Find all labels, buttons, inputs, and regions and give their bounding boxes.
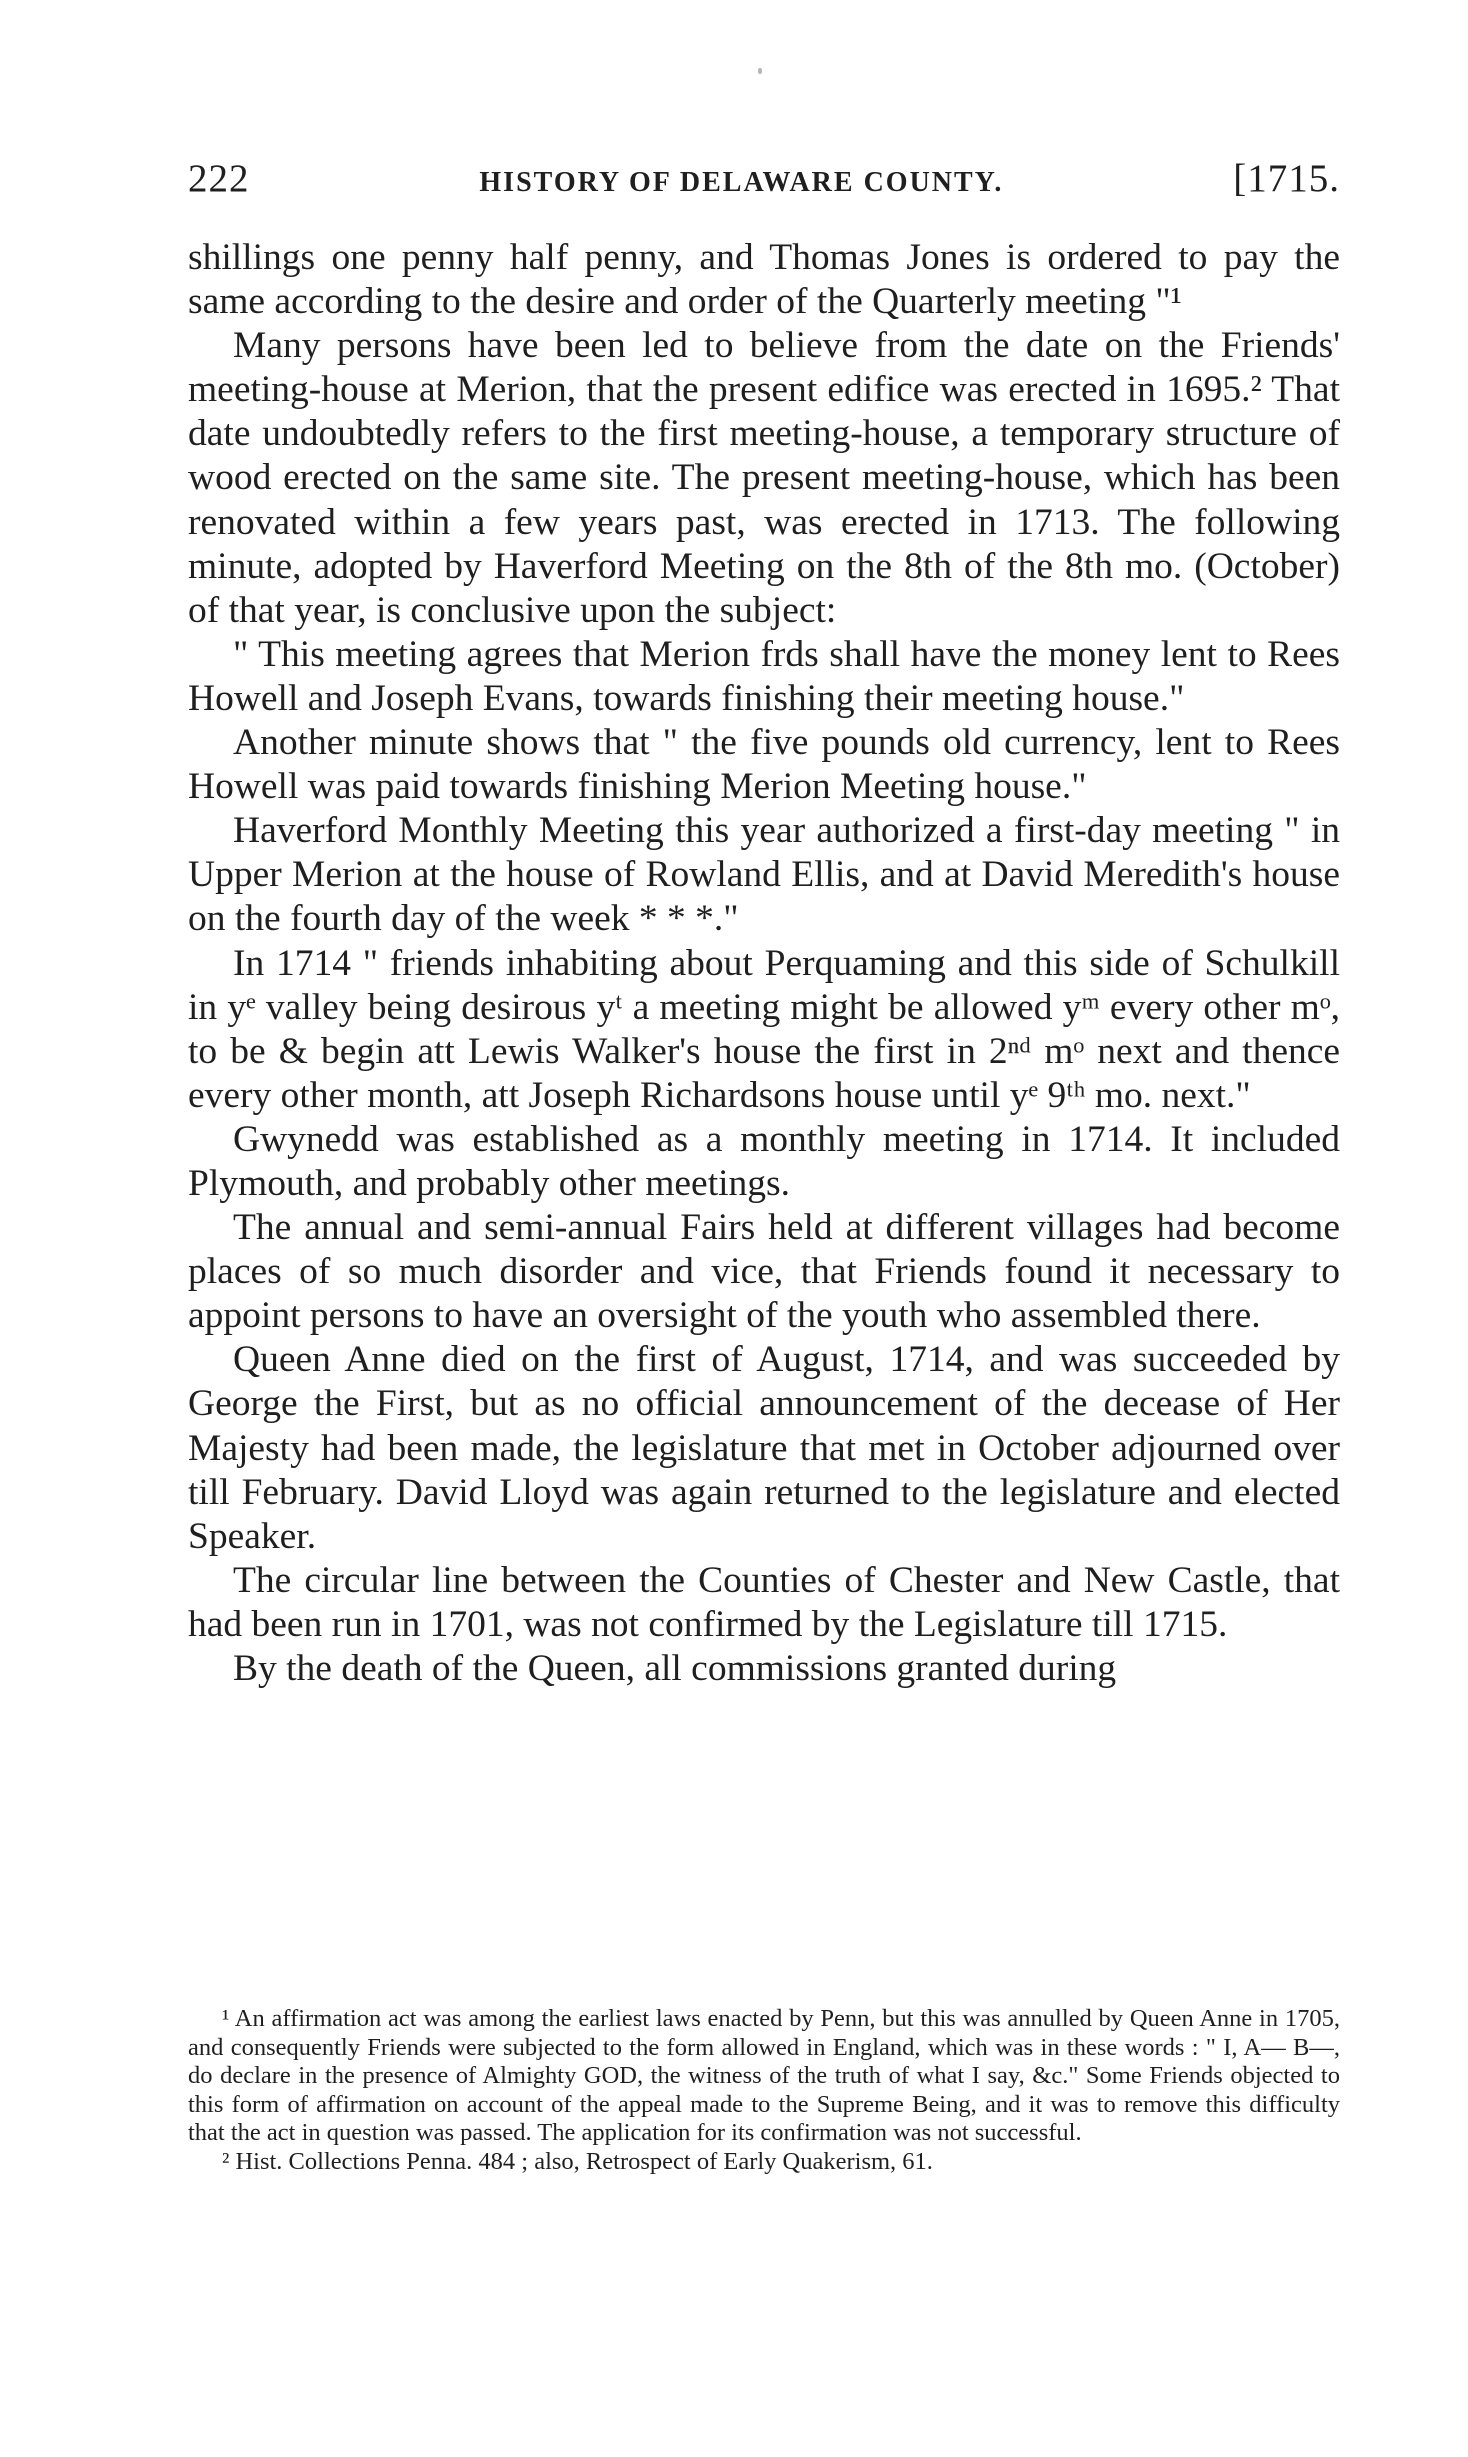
paragraph: shillings one penny half penny, and Thomas Jones is ordered to pay the same according to the desire and order of the Quarterly meeting "¹ bbox=[188, 237, 1340, 323]
paragraph: The annual and semi-annual Fairs held at different villages had become places of so much disorder and vice, that Friends found it necessary to appoint persons to have an oversight of the youth who assembled there. bbox=[188, 1207, 1340, 1337]
print-speck bbox=[758, 68, 762, 74]
paragraph: Haverford Monthly Meeting this year authorized a first-day meeting " in Upper Merion at the house of Rowland Ellis, and at David Meredith's house on the fourth day of the week * * *." bbox=[188, 810, 1340, 940]
paragraph: Another minute shows that " the five pounds old currency, lent to Rees Howell was paid towards finishing Merion Meeting house." bbox=[188, 722, 1340, 808]
paragraph: The circular line between the Counties of Chester and New Castle, that had been run in 1701, was not confirmed by the Legislature till 1715. bbox=[188, 1559, 1340, 1645]
footnotes bbox=[188, 2005, 1340, 2177]
running-title: HISTORY OF DELAWARE COUNTY. bbox=[479, 167, 1004, 198]
body-text bbox=[188, 236, 1340, 1691]
footnote-1: ¹ An affirmation act was among the earliest laws enacted by Penn, but this was annulled by Queen Anne in 1705, and consequently Friends were subjected to the form allowed in England, which was in these words : " I, A— B—, do declare in the presence of Almighty GOD, the witness of the truth of what I say, &c." Some Friends objected to this form of affirmation on account of the appeal made to the Supreme Being, and it was to remove this difficulty that the act in question was passed. The application for its confirmation was not successful. bbox=[188, 2005, 1340, 2147]
quoted-minute: " This meeting agrees that Merion frds shall have the money lent to Rees Howell and Joseph Evans, towards finishing their meeting house." bbox=[188, 633, 1340, 719]
paragraph: By the death of the Queen, all commissions granted during bbox=[233, 1648, 1117, 1689]
paragraph: Queen Anne died on the first of August, 1714, and was succeeded by George the First, but as no official announcement of the decease of Her Majesty had been made, the legislature that met in October adjourned over till February. David Lloyd was again returned to the legislature and elected Speaker. bbox=[188, 1339, 1340, 1557]
running-year: [1715. bbox=[1233, 157, 1340, 200]
running-head bbox=[188, 156, 1340, 206]
paragraph: Many persons have been led to believe from the date on the Friends' meeting-house at Merion, that the present edifice was erected in 1695.² That date undoubtedly refers to the first meeting-house, a temporary structure of wood erected on the same site. The present meeting-house, which has been renovated within a few years past, was erected in 1713. The following minute, adopted by Haverford Meeting on the 8th of the 8th mo. (October) of that year, is conclusive upon the subject: bbox=[188, 325, 1340, 631]
paragraph: Gwynedd was established as a monthly meeting in 1714. It included Plymouth, and probably other meetings. bbox=[188, 1118, 1340, 1204]
footnote-2: ² Hist. Collections Penna. 484 ; also, Retrospect of Early Quakerism, 61. bbox=[222, 2147, 933, 2175]
page-number: 222 bbox=[188, 157, 250, 200]
paragraph: In 1714 " friends inhabiting about Perquaming and this side of Schulkill in yᵉ valley being desirous yᵗ a meeting might be allowed yᵐ every other mᵒ, to be & begin att Lewis Walker's house the first in 2ⁿᵈ mᵒ next and thence every other month, att Joseph Richardsons house until yᵉ 9ᵗʰ mo. next." bbox=[188, 942, 1340, 1116]
